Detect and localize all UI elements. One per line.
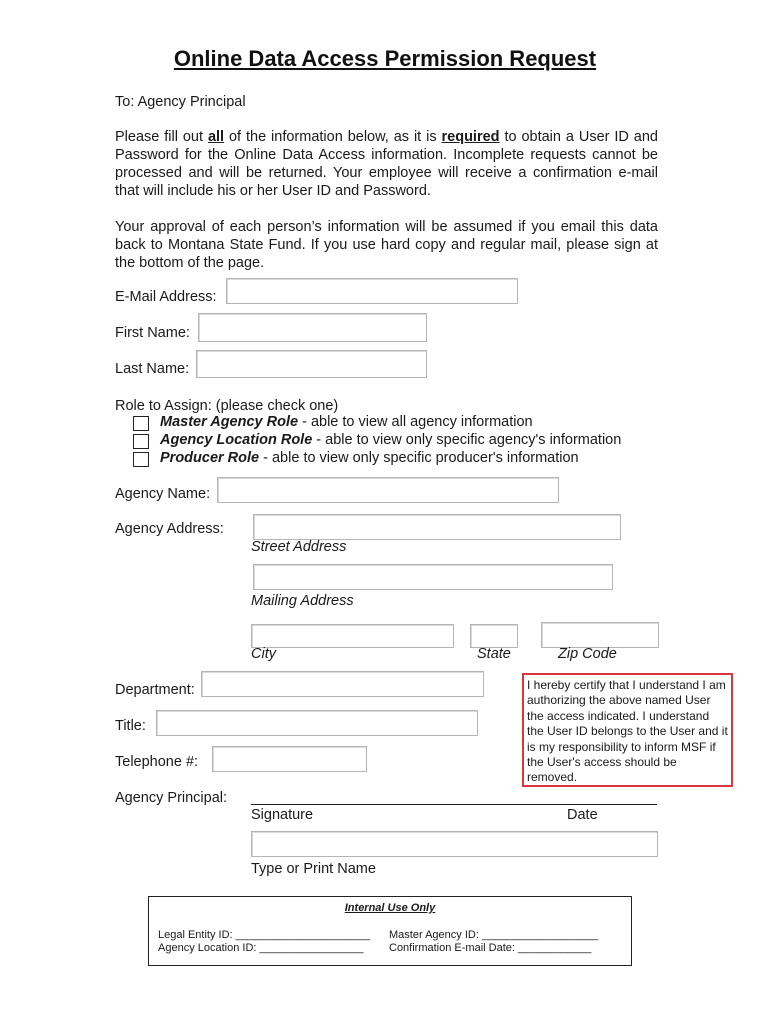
- state-label: State: [477, 646, 511, 662]
- certification-notice: I hereby certify that I understand I am authorizing the above named User the access indicated. I understand the User ID belongs to the User and it is my responsibility to inform MSF if the User's access should be removed.: [522, 673, 733, 787]
- telephone-field[interactable]: [212, 746, 367, 772]
- to-line: To: Agency Principal: [115, 94, 246, 110]
- role-name: Agency Location Role: [160, 432, 313, 448]
- agency-name-label: Agency Name:: [115, 486, 211, 502]
- last-name-label: Last Name:: [115, 361, 190, 377]
- signature-line[interactable]: [251, 804, 657, 805]
- agency-location-role-option: [160, 432, 621, 448]
- street-address-field[interactable]: [253, 514, 621, 540]
- first-name-field[interactable]: [198, 313, 427, 342]
- last-name-field[interactable]: [196, 350, 427, 378]
- mailing-address-field[interactable]: [253, 564, 613, 590]
- role-name: Producer Role: [160, 450, 260, 466]
- intro-text: of the information below, as it is: [224, 129, 442, 145]
- page-title: Online Data Access Permission Request: [173, 46, 597, 71]
- city-label: City: [251, 646, 276, 662]
- role-heading: Role to Assign: (please check one): [115, 398, 339, 414]
- internal-use-box: [148, 896, 632, 966]
- zip-code-field[interactable]: [541, 622, 659, 648]
- role-desc: - able to view only specific producer's information: [259, 450, 579, 466]
- role-desc: - able to view all agency information: [298, 414, 533, 430]
- role-desc: - able to view only specific agency's information: [312, 432, 622, 448]
- intro-text: Please fill out: [115, 129, 208, 145]
- producer-role-option: [160, 450, 579, 466]
- zip-code-label: Zip Code: [558, 646, 617, 662]
- internal-use-heading: Internal Use Only: [344, 902, 436, 914]
- confirmation-email-date: Confirmation E-mail Date: ____________: [389, 942, 592, 954]
- intro-text: to obtain a User ID and Password for the Online Data Access information. Incomplete requests cannot be processed and will be returned. Your employee will receive a confirmation e-mail that will include his or her User ID and Password.: [115, 129, 658, 199]
- producer-role-checkbox[interactable]: [133, 452, 149, 467]
- emphasis-required: required: [441, 129, 500, 145]
- title-label: Title:: [115, 718, 146, 734]
- emphasis-all: all: [207, 129, 225, 145]
- state-field[interactable]: [470, 624, 518, 648]
- mailing-address-label: Mailing Address: [251, 593, 354, 609]
- agency-location-role-checkbox[interactable]: [133, 434, 149, 449]
- telephone-label: Telephone #:: [115, 754, 199, 770]
- date-label: Date: [567, 807, 598, 823]
- street-address-label: Street Address: [251, 539, 347, 555]
- first-name-label: First Name:: [115, 325, 190, 341]
- email-label: E-Mail Address:: [115, 289, 217, 305]
- printed-name-field[interactable]: [251, 831, 658, 857]
- type-print-name-label: Type or Print Name: [251, 861, 376, 877]
- role-name: Master Agency Role: [160, 414, 299, 430]
- agency-location-id: Agency Location ID: _________________: [158, 942, 364, 954]
- master-agency-role-option: [160, 414, 533, 430]
- department-field[interactable]: [201, 671, 484, 697]
- agency-principal-label: Agency Principal:: [115, 790, 228, 806]
- agency-address-label: Agency Address:: [115, 521, 224, 537]
- title-field[interactable]: [156, 710, 478, 736]
- city-field[interactable]: [251, 624, 454, 648]
- department-label: Department:: [115, 682, 195, 698]
- intro-paragraph-2: Your approval of each person’s information will be assumed if you email this data back to Montana State Fund. If you use hard copy and regular mail, please sign at the bottom of the page.: [115, 219, 658, 271]
- master-agency-role-checkbox[interactable]: [133, 416, 149, 431]
- agency-name-field[interactable]: [217, 477, 559, 503]
- signature-label: Signature: [251, 807, 314, 823]
- email-field[interactable]: [226, 278, 518, 304]
- intro-paragraph-1: [115, 128, 658, 200]
- legal-entity-id: Legal Entity ID: ______________________: [158, 929, 371, 941]
- master-agency-id: Master Agency ID: ___________________: [389, 929, 599, 941]
